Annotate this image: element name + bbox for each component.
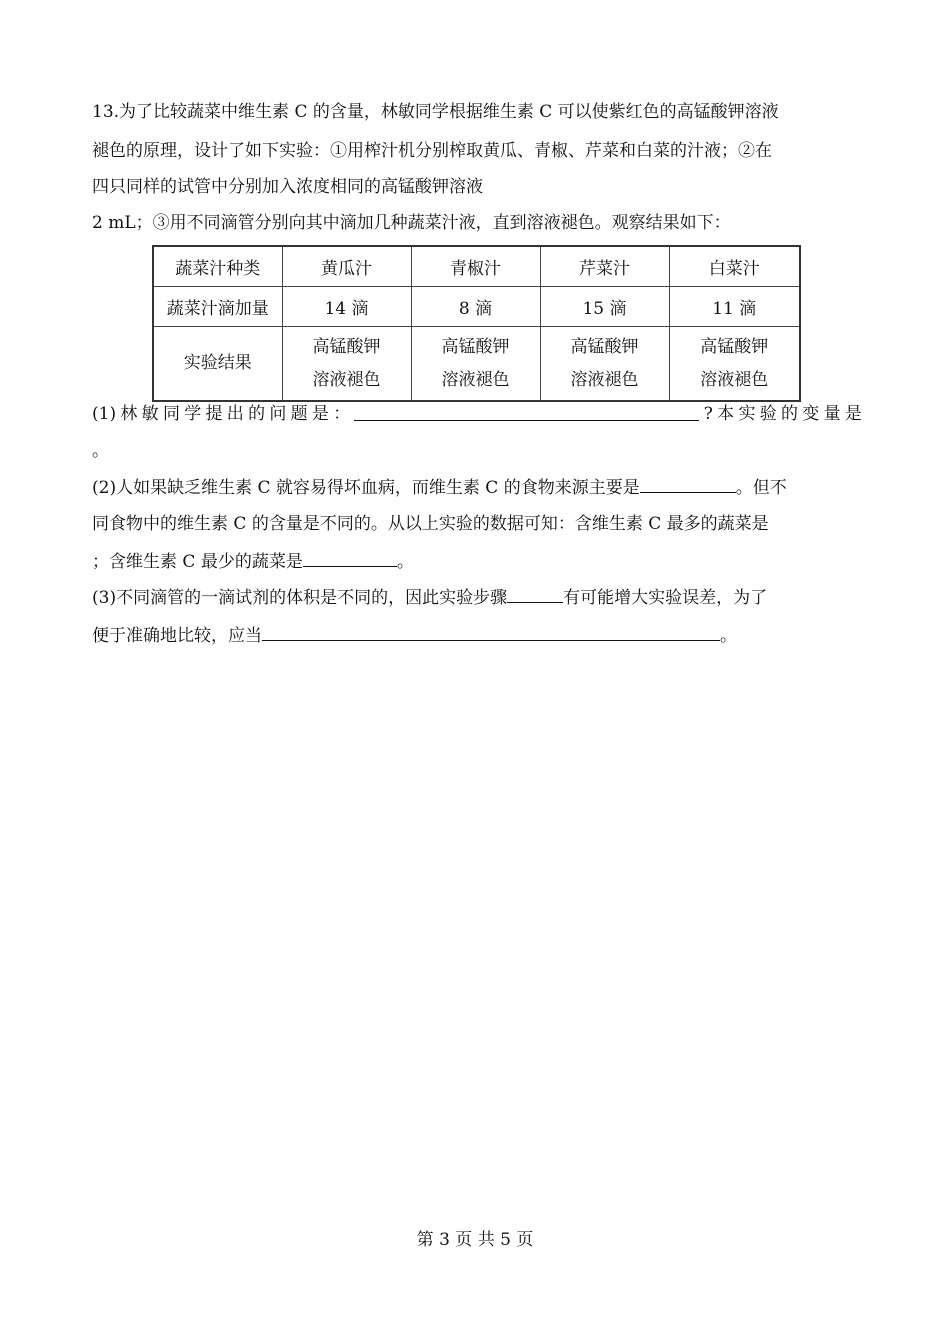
- result-line-1: 高锰酸钾: [570, 336, 639, 357]
- table-header-cell: 蔬菜汁种类: [153, 246, 282, 287]
- question-line-1: 13.为了比较蔬菜中维生素 C 的含量，林敏同学根据维生素 C 可以使紫红色的高锰酸钾溶液: [92, 102, 779, 122]
- sub-question-2-line-2: 同食物中的维生素 C 的含量是不同的。从以上实验的数据可知：含维生素 C 最多的蔬菜是: [92, 514, 769, 534]
- sub1-char: (1): [92, 404, 117, 424]
- sub1-char: 变: [802, 404, 820, 424]
- answer-blank-food-source[interactable]: [640, 474, 736, 493]
- answer-blank-problem[interactable]: [354, 402, 699, 421]
- sub1-char: 验: [759, 404, 777, 424]
- result-line-2: 溶液褪色: [312, 369, 381, 390]
- sub1-char: 是: [311, 404, 329, 424]
- table-cell: 14 滴: [282, 287, 411, 327]
- sub2-text: ；含维生素 C 最少的蔬菜是: [92, 552, 303, 572]
- table-cell: [669, 327, 800, 402]
- sub1-char: 的: [781, 404, 798, 424]
- sub1-char: 是: [844, 404, 862, 424]
- sub1-char: 本: [717, 404, 735, 424]
- sub-question-2-line-3: [92, 548, 862, 574]
- table-cell: 8 滴: [411, 287, 540, 327]
- sub2-text: 。但不: [735, 478, 787, 498]
- sub1-char: 量: [823, 404, 841, 424]
- table-header-cell: 白菜汁: [669, 246, 800, 287]
- table-header-cell: 芹菜汁: [540, 246, 669, 287]
- table-cell: [411, 327, 540, 402]
- sub1-char: 学: [184, 404, 202, 424]
- sub1-char: ?: [703, 404, 713, 424]
- sub2-text: (2)人如果缺乏维生素 C 就容易得坏血病，而维生素 C 的食物来源主要是: [92, 478, 640, 498]
- table-cell: 15 滴: [540, 287, 669, 327]
- page-footer: 第 3 页 共 5 页: [416, 1230, 534, 1250]
- sub2-text: 。: [396, 552, 414, 572]
- question-line-4: 2 mL；③用不同滴管分别向其中滴加几种蔬菜汁液，直到溶液褪色。观察结果如下：: [92, 213, 731, 233]
- result-line-1: 高锰酸钾: [700, 336, 769, 357]
- question-line-3: 四只同样的试管中分别加入浓度相同的高锰酸钾溶液: [92, 177, 483, 197]
- sub3-text: (3)不同滴管的一滴试剂的体积是不同的，因此实验步骤: [92, 588, 508, 608]
- sub-question-2-line-1: [92, 474, 862, 500]
- table-header-cell: 青椒汁: [411, 246, 540, 287]
- result-line-1: 高锰酸钾: [441, 336, 510, 357]
- result-line-2: 溶液褪色: [700, 369, 769, 390]
- sub1-char: 问: [269, 404, 287, 424]
- table-row: [153, 327, 800, 402]
- sub-question-3-line-2: [92, 622, 862, 648]
- sub3-text: 。: [720, 626, 737, 646]
- sub1-char: 的: [248, 404, 266, 424]
- sub-question-1-line-1: [92, 402, 862, 426]
- sub-question-3-line-1: [92, 584, 862, 610]
- table-header-row: [153, 246, 800, 287]
- table-row-label: 实验结果: [153, 327, 282, 402]
- sub3-text: 便于准确地比较，应当: [92, 626, 262, 646]
- sub3-text: 有可能增大实验误差，为了: [563, 588, 768, 608]
- table-cell: [540, 327, 669, 402]
- table-cell: [282, 327, 411, 402]
- sub1-char: 敏: [141, 404, 159, 424]
- sub1-char: 林: [120, 404, 138, 424]
- answer-blank-method[interactable]: [262, 622, 720, 641]
- sub1-char: 出: [226, 404, 244, 424]
- results-table: [152, 245, 801, 402]
- question-line-2: 褪色的原理，设计了如下实验：①用榨汁机分别榨取黄瓜、青椒、芹菜和白菜的汁液；②在: [92, 141, 772, 161]
- result-line-2: 溶液褪色: [441, 369, 510, 390]
- sub1-char: 同: [162, 404, 180, 424]
- result-line-2: 溶液褪色: [570, 369, 639, 390]
- table-row: [153, 287, 800, 327]
- answer-blank-least[interactable]: [303, 548, 397, 567]
- result-line-1: 高锰酸钾: [312, 336, 381, 357]
- answer-blank-step[interactable]: [507, 584, 563, 603]
- sub1-char: 实: [738, 404, 756, 424]
- table-cell: 11 滴: [669, 287, 800, 327]
- table-header-cell: 黄瓜汁: [282, 246, 411, 287]
- sub1-char: ：: [333, 404, 351, 424]
- sub1-char: 题: [290, 404, 308, 424]
- sub1-char: 提: [205, 404, 223, 424]
- sub-question-1-line-2: 。: [92, 441, 109, 461]
- table-row-label: 蔬菜汁滴加量: [153, 287, 282, 327]
